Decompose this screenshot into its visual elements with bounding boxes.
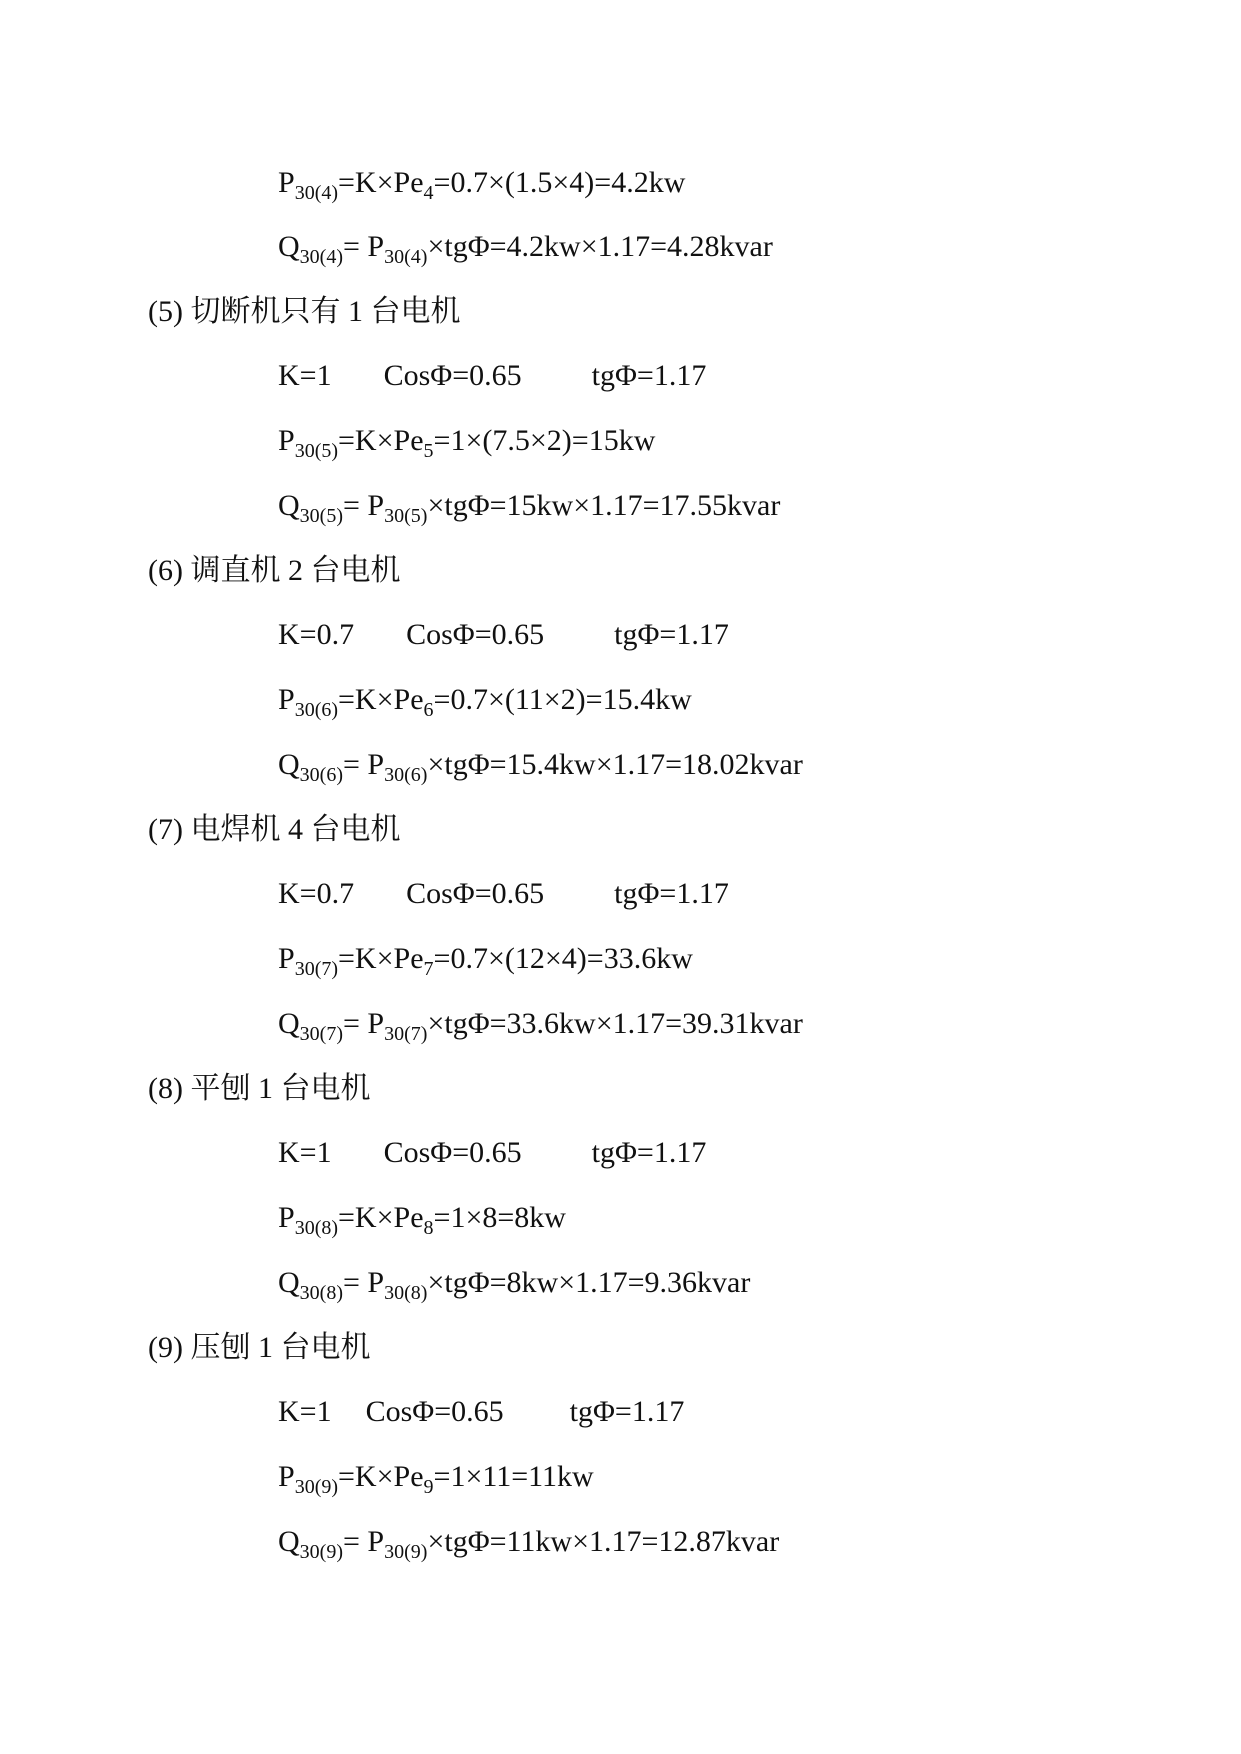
q30-6-formula: $Q_{30(6)}=$ $P_{30(6)}\times tg\Phi=15.4kw\times 1.17=18.02kvar$: [278, 748, 803, 786]
section-9-heading: (9) 压刨 1 台电机: [148, 1331, 371, 1364]
q30-7-formula: $Q_{30(7)}=$ $P_{30(7)}\times tg\Phi=33.6kw\times 1.17=39.31kvar$: [278, 1007, 803, 1045]
q30-4-formula: $Q_{30(4)}=$ $P_{30(4)}\times tg\Phi=4.2kw\times 1.17=4.28kvar$: [278, 230, 773, 268]
section-8-heading: (8) 平刨 1 台电机: [148, 1072, 371, 1105]
q30-5-formula: $Q_{30(5)}=$ $P_{30(5)}\times tg\Phi=15kw\times 1.17=17.55kvar$: [278, 489, 781, 527]
q30-9-formula: $Q_{30(9)}=$ $P_{30(9)}\times tg\Phi=11kw\times 1.17=12.87kvar$: [278, 1525, 780, 1563]
section-7-heading: (7) 电焊机 4 台电机: [148, 813, 401, 846]
p30-5-formula: $P_{30(5)}=K\times Pe_5=1\times(7.5\times 2)=15kw$: [278, 424, 656, 462]
p30-8-formula: $P_{30(8)}=K\times Pe_8=1\times 8=8kw$: [278, 1201, 566, 1239]
p30-6-formula: $P_{30(6)}=K\times Pe_6=0.7\times(11\times 2)=15.4kw$: [278, 683, 692, 721]
section-5-coefficients: K=1 CosΦ=0.65 tgΦ=1.17: [278, 359, 707, 392]
q30-8-formula: $Q_{30(8)}=$ $P_{30(8)}\times tg\Phi=8kw\times 1.17=9.36kvar$: [278, 1266, 751, 1304]
p30-4-formula: $P_{30(4)}=K\times Pe_4=0.7\times(1.5\times 4)=4.2kw$: [278, 166, 686, 204]
section-5-heading: (5) 切断机只有 1 台电机: [148, 295, 461, 328]
section-9-coefficients: K=1 CosΦ=0.65 tgΦ=1.17: [278, 1395, 685, 1428]
p30-9-formula: $P_{30(9)}=K\times Pe_9=1\times 11=11kw$: [278, 1460, 594, 1498]
section-8-coefficients: K=1 CosΦ=0.65 tgΦ=1.17: [278, 1136, 707, 1169]
section-6-coefficients: K=0.7 CosΦ=0.65 tgΦ=1.17: [278, 618, 729, 651]
p30-7-formula: $P_{30(7)}=K\times Pe_7=0.7\times(12\times 4)=33.6kw$: [278, 942, 693, 980]
section-7-coefficients: K=0.7 CosΦ=0.65 tgΦ=1.17: [278, 877, 729, 910]
section-6-heading: (6) 调直机 2 台电机: [148, 554, 401, 587]
